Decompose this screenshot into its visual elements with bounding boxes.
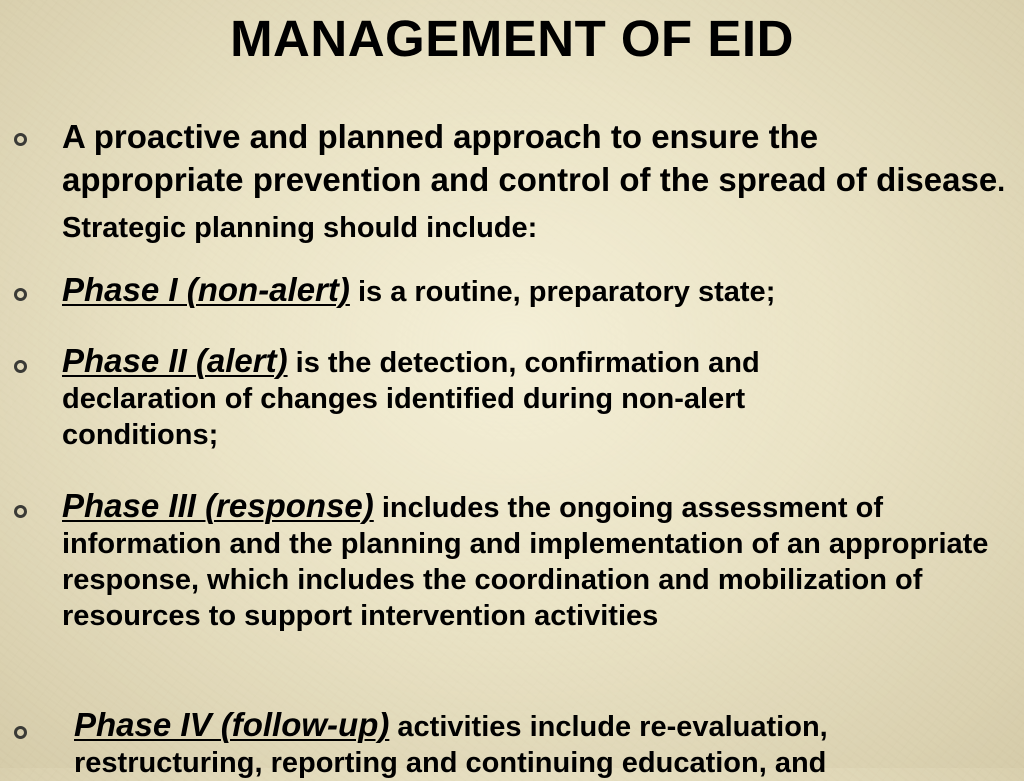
phase-1-text <box>62 272 1007 310</box>
intro-main-text: A proactive and planned approach to ensure the appropriate prevention and control of the spread of disease <box>62 118 998 198</box>
phase-3-heading: Phase III (response) <box>62 487 374 524</box>
slide-title: MANAGEMENT OF EID <box>230 10 794 67</box>
bullet-circle-icon <box>14 288 27 301</box>
bullet-phase-2 <box>62 343 1007 453</box>
phase-4-description: activities include re-evaluation, restructuring, reporting and continuing education, and <box>74 711 828 779</box>
phase-2-heading: Phase II (alert) <box>62 342 288 379</box>
phase-4-heading: Phase IV (follow-up) <box>74 706 390 743</box>
bullet-circle-icon <box>14 505 27 518</box>
bullet-intro-text <box>62 115 1007 250</box>
phase-1-heading: Phase I (non-alert) <box>62 271 350 308</box>
bullet-phase-3 <box>62 488 1007 634</box>
bullet-intro <box>62 115 1007 250</box>
phase-2-description: is the detection, confirmation and declaration of changes identified during non-alert conditions; <box>62 347 760 451</box>
phase-3-text <box>62 488 1007 634</box>
phase-2-text <box>62 343 902 453</box>
intro-suffix-text: . Strategic planning should include: <box>62 166 1006 244</box>
phase-1-description: is a routine, preparatory state; <box>349 276 776 308</box>
phase-4-text <box>62 707 1007 781</box>
phase-3-description: includes the ongoing assessment of information and the planning and implementation of an appropriate response, which includes the coordination and mobilization of resources to support intervention activities <box>62 492 989 632</box>
bullet-circle-icon <box>14 133 27 146</box>
bullet-phase-4 <box>62 707 1007 781</box>
bullet-circle-icon <box>14 360 27 373</box>
bullet-circle-icon <box>14 726 27 739</box>
bullet-phase-1 <box>62 272 1007 310</box>
